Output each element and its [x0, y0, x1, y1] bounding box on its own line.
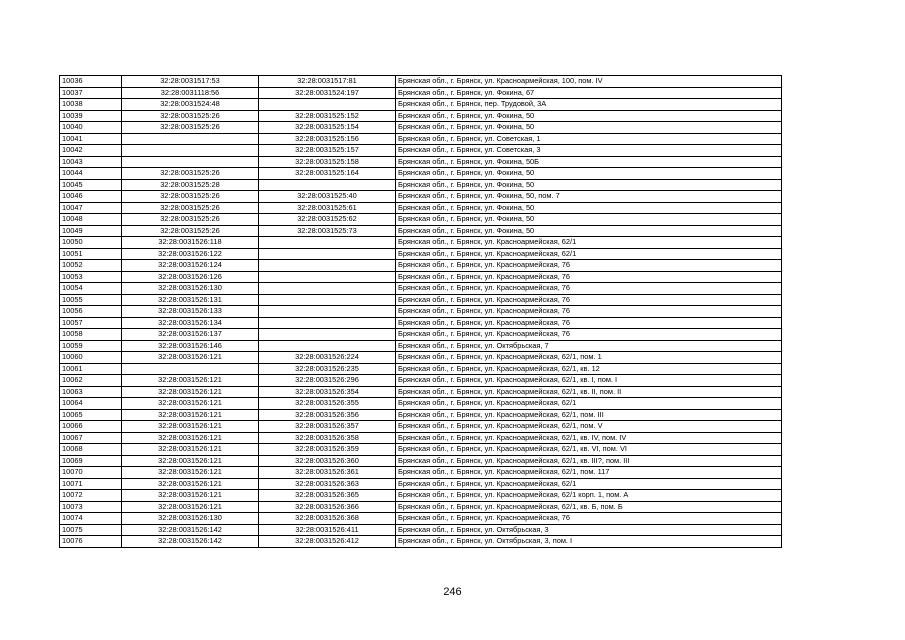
table-row	[60, 87, 782, 99]
address-cell: Брянская обл., г. Брянск, ул. Красноармейская, 62/1, пом. 1	[396, 352, 782, 364]
address-cell: Брянская обл., г. Брянск, ул. Фокина, 50	[396, 122, 782, 134]
table-body	[60, 76, 782, 548]
cadastral-number-cell: 32:28:0031526:124	[122, 260, 259, 272]
cadastral-number-2-cell: 32:28:0031524:197	[259, 87, 396, 99]
cadastral-number-2-cell: 32:28:0031525:158	[259, 156, 396, 168]
cadastral-number-2-cell: 32:28:0031526:354	[259, 386, 396, 398]
address-cell: Брянская обл., г. Брянск, ул. Красноармейская, 62/1, кв. IV, пом. IV	[396, 432, 782, 444]
cadastral-number-cell: 32:28:0031526:130	[122, 283, 259, 295]
cadastral-number-cell: 32:28:0031524:48	[122, 99, 259, 111]
row-number-cell: 10058	[60, 329, 122, 341]
cadastral-number-cell: 32:28:0031526:121	[122, 375, 259, 387]
address-cell: Брянская обл., г. Брянск, ул. Красноармейская, 76	[396, 260, 782, 272]
cadastral-number-2-cell: 32:28:0031525:157	[259, 145, 396, 157]
cadastral-number-2-cell: 32:28:0031525:61	[259, 202, 396, 214]
cadastral-number-2-cell: 32:28:0031525:156	[259, 133, 396, 145]
cadastral-number-cell: 32:28:0031526:121	[122, 409, 259, 421]
row-number-cell: 10048	[60, 214, 122, 226]
address-cell: Брянская обл., г. Брянск, ул. Фокина, 50, пом. 7	[396, 191, 782, 203]
row-number-cell: 10071	[60, 478, 122, 490]
cadastral-number-2-cell: 32:28:0031526:224	[259, 352, 396, 364]
cadastral-number-cell: 32:28:0031525:26	[122, 225, 259, 237]
table-row	[60, 156, 782, 168]
table-row	[60, 386, 782, 398]
cadastral-number-cell: 32:28:0031525:26	[122, 202, 259, 214]
table-row	[60, 363, 782, 375]
cadastral-number-cell: 32:28:0031525:26	[122, 191, 259, 203]
row-number-cell: 10074	[60, 513, 122, 525]
row-number-cell: 10062	[60, 375, 122, 387]
cadastral-number-2-cell: 32:28:0031526:356	[259, 409, 396, 421]
cadastral-number-cell: 32:28:0031526:121	[122, 432, 259, 444]
address-cell: Брянская обл., г. Брянск, ул. Красноармейская, 62/1, пом. III	[396, 409, 782, 421]
row-number-cell: 10075	[60, 524, 122, 536]
row-number-cell: 10045	[60, 179, 122, 191]
address-cell: Брянская обл., г. Брянск, ул. Октябрьская, 3, пом. I	[396, 536, 782, 548]
address-cell: Брянская обл., г. Брянск, ул. Фокина, 50	[396, 179, 782, 191]
cadastral-number-2-cell: 32:28:0031525:73	[259, 225, 396, 237]
row-number-cell: 10065	[60, 409, 122, 421]
row-number-cell: 10051	[60, 248, 122, 260]
table-row	[60, 352, 782, 364]
cadastral-number-cell: 32:28:0031526:131	[122, 294, 259, 306]
cadastral-number-2-cell	[259, 260, 396, 272]
address-cell: Брянская обл., г. Брянск, ул. Красноармейская, 62/1, кв. I, пом. I	[396, 375, 782, 387]
cadastral-number-2-cell: 32:28:0031526:235	[259, 363, 396, 375]
cadastral-number-2-cell	[259, 294, 396, 306]
row-number-cell: 10043	[60, 156, 122, 168]
address-cell: Брянская обл., г. Брянск, ул. Красноармейская, 76	[396, 306, 782, 318]
address-cell: Брянская обл., г. Брянск, ул. Красноармейская, 62/1	[396, 248, 782, 260]
address-cell: Брянская обл., г. Брянск, ул. Фокина, 50	[396, 110, 782, 122]
address-cell: Брянская обл., г. Брянск, ул. Фокина, 50	[396, 214, 782, 226]
address-cell: Брянская обл., г. Брянск, ул. Советская, 1	[396, 133, 782, 145]
row-number-cell: 10056	[60, 306, 122, 318]
cadastral-number-cell: 32:28:0031525:26	[122, 168, 259, 180]
table-row	[60, 191, 782, 203]
table-row	[60, 225, 782, 237]
address-cell: Брянская обл., г. Брянск, ул. Красноармейская, 100, пом. IV	[396, 76, 782, 88]
address-cell: Брянская обл., г. Брянск, ул. Красноармейская, 62/1	[396, 398, 782, 410]
table-row	[60, 455, 782, 467]
table-row	[60, 501, 782, 513]
row-number-cell: 10036	[60, 76, 122, 88]
cadastral-number-cell: 32:28:0031517:53	[122, 76, 259, 88]
address-cell: Брянская обл., г. Брянск, ул. Красноармейская, 76	[396, 317, 782, 329]
cadastral-number-2-cell: 32:28:0031526:359	[259, 444, 396, 456]
table-row	[60, 271, 782, 283]
cadastral-number-cell	[122, 145, 259, 157]
row-number-cell: 10044	[60, 168, 122, 180]
row-number-cell: 10047	[60, 202, 122, 214]
table-row	[60, 513, 782, 525]
row-number-cell: 10054	[60, 283, 122, 295]
row-number-cell: 10069	[60, 455, 122, 467]
address-cell: Брянская обл., г. Брянск, ул. Красноармейская, 76	[396, 294, 782, 306]
property-registry-table	[59, 75, 782, 548]
cadastral-number-2-cell: 32:28:0031526:365	[259, 490, 396, 502]
table-row	[60, 168, 782, 180]
address-cell: Брянская обл., г. Брянск, ул. Октябрьская, 7	[396, 340, 782, 352]
row-number-cell: 10064	[60, 398, 122, 410]
cadastral-number-2-cell	[259, 329, 396, 341]
address-cell: Брянская обл., г. Брянск, ул. Красноармейская, 62/1, кв. III?, пом. III	[396, 455, 782, 467]
table-row	[60, 409, 782, 421]
row-number-cell: 10067	[60, 432, 122, 444]
cadastral-number-2-cell: 32:28:0031526:357	[259, 421, 396, 433]
address-cell: Брянская обл., г. Брянск, ул. Красноармейская, 62/1, кв. VI, пом. VI	[396, 444, 782, 456]
address-cell: Брянская обл., г. Брянск, ул. Красноармейская, 62/1, кв. 12	[396, 363, 782, 375]
cadastral-number-cell: 32:28:0031526:118	[122, 237, 259, 249]
cadastral-number-2-cell: 32:28:0031526:358	[259, 432, 396, 444]
row-number-cell: 10076	[60, 536, 122, 548]
cadastral-number-cell: 32:28:0031526:121	[122, 501, 259, 513]
table-row	[60, 179, 782, 191]
cadastral-number-cell: 32:28:0031526:121	[122, 421, 259, 433]
cadastral-number-cell: 32:28:0031525:26	[122, 110, 259, 122]
row-number-cell: 10055	[60, 294, 122, 306]
cadastral-number-cell: 32:28:0031526:121	[122, 386, 259, 398]
table-row	[60, 133, 782, 145]
cadastral-number-cell: 32:28:0031118:56	[122, 87, 259, 99]
row-number-cell: 10037	[60, 87, 122, 99]
cadastral-number-cell: 32:28:0031526:134	[122, 317, 259, 329]
row-number-cell: 10068	[60, 444, 122, 456]
cadastral-number-cell: 32:28:0031526:146	[122, 340, 259, 352]
cadastral-number-cell: 32:28:0031526:121	[122, 478, 259, 490]
address-cell: Брянская обл., г. Брянск, пер. Трудовой, 3А	[396, 99, 782, 111]
table-row	[60, 490, 782, 502]
table-row	[60, 260, 782, 272]
cadastral-number-2-cell	[259, 271, 396, 283]
table-row	[60, 99, 782, 111]
cadastral-number-2-cell: 32:28:0031526:361	[259, 467, 396, 479]
cadastral-number-cell: 32:28:0031526:142	[122, 536, 259, 548]
row-number-cell: 10063	[60, 386, 122, 398]
address-cell: Брянская обл., г. Брянск, ул. Красноармейская, 62/1 корп. 1, пом. А	[396, 490, 782, 502]
table-row	[60, 329, 782, 341]
table-row	[60, 375, 782, 387]
row-number-cell: 10046	[60, 191, 122, 203]
address-cell: Брянская обл., г. Брянск, ул. Фокина, 50Б	[396, 156, 782, 168]
address-cell: Брянская обл., г. Брянск, ул. Красноармейская, 62/1	[396, 478, 782, 490]
cadastral-number-2-cell	[259, 317, 396, 329]
table-row	[60, 145, 782, 157]
cadastral-number-2-cell: 32:28:0031526:355	[259, 398, 396, 410]
table-row	[60, 76, 782, 88]
table-row	[60, 202, 782, 214]
cadastral-number-2-cell	[259, 306, 396, 318]
address-cell: Брянская обл., г. Брянск, ул. Красноармейская, 62/1, кв. Б, пом. Б	[396, 501, 782, 513]
address-cell: Брянская обл., г. Брянск, ул. Красноармейская, 76	[396, 271, 782, 283]
row-number-cell: 10073	[60, 501, 122, 513]
cadastral-number-2-cell: 32:28:0031525:40	[259, 191, 396, 203]
cadastral-number-2-cell: 32:28:0031526:360	[259, 455, 396, 467]
row-number-cell: 10040	[60, 122, 122, 134]
row-number-cell: 10050	[60, 237, 122, 249]
table-row	[60, 478, 782, 490]
row-number-cell: 10041	[60, 133, 122, 145]
cadastral-number-cell: 32:28:0031525:26	[122, 214, 259, 226]
cadastral-number-cell	[122, 363, 259, 375]
row-number-cell: 10042	[60, 145, 122, 157]
cadastral-number-cell: 32:28:0031526:121	[122, 490, 259, 502]
row-number-cell: 10038	[60, 99, 122, 111]
cadastral-number-cell: 32:28:0031526:121	[122, 398, 259, 410]
table-row	[60, 306, 782, 318]
cadastral-number-cell: 32:28:0031526:121	[122, 444, 259, 456]
row-number-cell: 10053	[60, 271, 122, 283]
table-row	[60, 398, 782, 410]
row-number-cell: 10072	[60, 490, 122, 502]
table-row	[60, 214, 782, 226]
table-row	[60, 283, 782, 295]
address-cell: Брянская обл., г. Брянск, ул. Красноармейская, 76	[396, 329, 782, 341]
cadastral-number-cell: 32:28:0031526:142	[122, 524, 259, 536]
page-number: 246	[443, 586, 462, 598]
cadastral-number-2-cell: 32:28:0031526:412	[259, 536, 396, 548]
cadastral-number-cell: 32:28:0031526:130	[122, 513, 259, 525]
address-cell: Брянская обл., г. Брянск, ул. Фокина, 50	[396, 225, 782, 237]
cadastral-number-cell: 32:28:0031526:122	[122, 248, 259, 260]
table-row	[60, 294, 782, 306]
row-number-cell: 10039	[60, 110, 122, 122]
row-number-cell: 10049	[60, 225, 122, 237]
table-row	[60, 536, 782, 548]
row-number-cell: 10060	[60, 352, 122, 364]
table-row	[60, 524, 782, 536]
table-row	[60, 421, 782, 433]
cadastral-number-2-cell: 32:28:0031525:62	[259, 214, 396, 226]
cadastral-number-cell	[122, 133, 259, 145]
cadastral-number-cell: 32:28:0031525:28	[122, 179, 259, 191]
cadastral-number-cell: 32:28:0031525:26	[122, 122, 259, 134]
cadastral-number-2-cell	[259, 283, 396, 295]
row-number-cell: 10066	[60, 421, 122, 433]
cadastral-number-2-cell: 32:28:0031526:296	[259, 375, 396, 387]
address-cell: Брянская обл., г. Брянск, ул. Фокина, 50	[396, 168, 782, 180]
address-cell: Брянская обл., г. Брянск, ул. Красноармейская, 62/1, кв. II, пом. II	[396, 386, 782, 398]
cadastral-number-cell: 32:28:0031526:133	[122, 306, 259, 318]
table-row	[60, 467, 782, 479]
cadastral-number-2-cell: 32:28:0031526:411	[259, 524, 396, 536]
table-row	[60, 317, 782, 329]
address-cell: Брянская обл., г. Брянск, ул. Советская, 3	[396, 145, 782, 157]
address-cell: Брянская обл., г. Брянск, ул. Красноармейская, 76	[396, 283, 782, 295]
cadastral-number-cell: 32:28:0031526:126	[122, 271, 259, 283]
table-row	[60, 248, 782, 260]
table-row	[60, 237, 782, 249]
address-cell: Брянская обл., г. Брянск, ул. Красноармейская, 62/1, пом. 117	[396, 467, 782, 479]
row-number-cell: 10057	[60, 317, 122, 329]
cadastral-number-cell	[122, 156, 259, 168]
cadastral-number-cell: 32:28:0031526:121	[122, 352, 259, 364]
row-number-cell: 10059	[60, 340, 122, 352]
address-cell: Брянская обл., г. Брянск, ул. Красноармейская, 62/1	[396, 237, 782, 249]
cadastral-number-2-cell	[259, 248, 396, 260]
cadastral-number-cell: 32:28:0031526:137	[122, 329, 259, 341]
table-row	[60, 110, 782, 122]
table-row	[60, 122, 782, 134]
table-row	[60, 432, 782, 444]
cadastral-number-cell: 32:28:0031526:121	[122, 455, 259, 467]
address-cell: Брянская обл., г. Брянск, ул. Октябрьская, 3	[396, 524, 782, 536]
cadastral-number-2-cell: 32:28:0031525:164	[259, 168, 396, 180]
cadastral-number-2-cell: 32:28:0031517:81	[259, 76, 396, 88]
address-cell: Брянская обл., г. Брянск, ул. Красноармейская, 76	[396, 513, 782, 525]
table-row	[60, 444, 782, 456]
cadastral-number-2-cell	[259, 179, 396, 191]
address-cell: Брянская обл., г. Брянск, ул. Фокина, 50	[396, 202, 782, 214]
address-cell: Брянская обл., г. Брянск, ул. Красноармейская, 62/1, пом. V	[396, 421, 782, 433]
cadastral-number-2-cell: 32:28:0031525:152	[259, 110, 396, 122]
cadastral-number-2-cell	[259, 237, 396, 249]
table-row	[60, 340, 782, 352]
row-number-cell: 10052	[60, 260, 122, 272]
cadastral-number-cell: 32:28:0031526:121	[122, 467, 259, 479]
row-number-cell: 10061	[60, 363, 122, 375]
cadastral-number-2-cell	[259, 340, 396, 352]
cadastral-number-2-cell: 32:28:0031526:363	[259, 478, 396, 490]
address-cell: Брянская обл., г. Брянск, ул. Фокина, 67	[396, 87, 782, 99]
cadastral-number-2-cell	[259, 99, 396, 111]
row-number-cell: 10070	[60, 467, 122, 479]
cadastral-number-2-cell: 32:28:0031526:366	[259, 501, 396, 513]
cadastral-number-2-cell: 32:28:0031525:154	[259, 122, 396, 134]
cadastral-number-2-cell: 32:28:0031526:368	[259, 513, 396, 525]
